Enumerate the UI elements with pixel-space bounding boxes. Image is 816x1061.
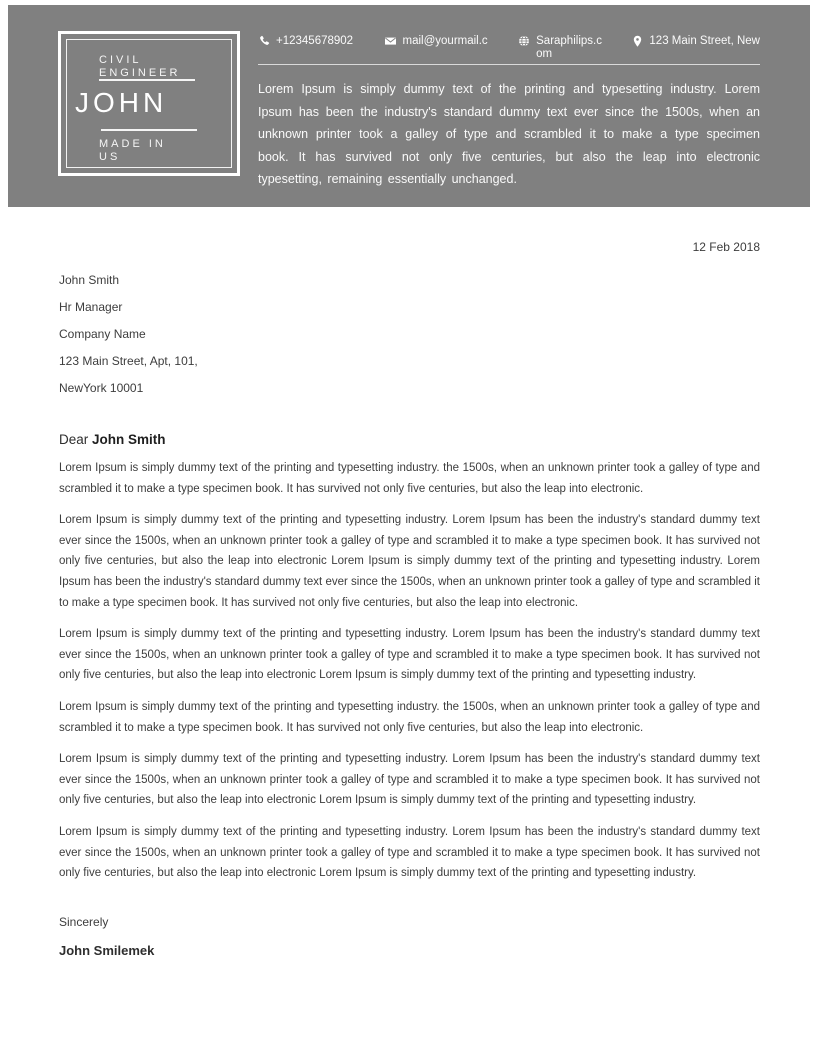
letter-date: 12 Feb 2018: [692, 240, 760, 254]
body-paragraph: Lorem Ipsum is simply dummy text of the printing and typesetting industry. the 1500s, when an unknown printer took a galley of type and scrambled it to make a type specimen book. It has survived not only five centuries, but also the leap into electronic.: [59, 700, 760, 734]
header-intro-paragraph: Lorem Ipsum is simply dummy text of the printing and typesetting industry. Lorem Ipsum has been the industry's standard dummy text ever since the 1500s, when an unknown printer took a galley of type and scrambled it to make a type specimen book. It has survived not only five centuries, but also the leap into electronic typesetting, remaining essentially unchanged.: [258, 82, 760, 187]
phone-icon: [258, 35, 270, 47]
logo-origin-line1: MADE IN: [99, 138, 166, 150]
signature-name: John Smilemek: [59, 942, 155, 958]
logo-badge: [58, 31, 240, 176]
logo-divider-bottom: [101, 129, 197, 131]
contact-phone-text: +12345678902: [276, 35, 354, 47]
salutation-name: John Smith: [92, 432, 166, 447]
contact-row: [258, 34, 760, 60]
contact-phone: [258, 34, 353, 48]
recipient-street: 123 Main Street, Apt, 101,: [59, 354, 198, 368]
location-pin-icon: [632, 35, 643, 48]
logo-profession-label: [99, 54, 231, 79]
salutation-prefix: Dear: [59, 432, 93, 447]
mail-icon: [384, 35, 397, 47]
logo-origin-line2: US: [99, 151, 121, 163]
body-paragraph: Lorem Ipsum is simply dummy text of the printing and typesetting industry. Lorem Ipsum has been the industry's standard dummy text ever since the 1500s, when an unknown printer took a galley of type and scrambled it to make a type specimen book. It has survived not only five centuries, but also the leap into electronic Lorem Ipsum is simply dummy text of the printing and typesetting industry. Lorem Ipsum has been the industry's standard dummy text ever since the 1500s, when an unknown printer took a galley of type and scrambled it to make a type specimen book. It has survived not only five centuries, but also the leap into electronic.: [59, 514, 760, 609]
contact-email: [384, 34, 488, 48]
contact-website: [518, 34, 602, 60]
header-divider: [258, 64, 760, 65]
body-paragraph: Lorem Ipsum is simply dummy text of the printing and typesetting industry. Lorem Ipsum has been the industry's standard dummy text ever since the 1500s, when an unknown printer took a galley of type and scrambled it to make a type specimen book. It has survived not only five centuries, but also the leap into electronic Lorem Ipsum is simply dummy text of the printing and typesetting industry.: [59, 628, 760, 682]
salutation: [59, 431, 760, 449]
recipient-city: NewYork 10001: [59, 381, 144, 395]
contact-address: [632, 34, 760, 48]
recipient-title: Hr Manager: [59, 300, 123, 314]
contact-website-text: [536, 34, 602, 60]
logo-profession-line1: CIVIL: [99, 54, 142, 66]
contact-email-text: mail@yourmail.c: [402, 35, 488, 47]
recipient-name: John Smith: [59, 273, 120, 287]
letter-body: [0, 207, 816, 958]
letter-page: [0, 5, 816, 1061]
contact-website-line1: Saraphilips.c: [536, 35, 602, 47]
recipient-block: [59, 267, 760, 402]
contact-address-text: 123 Main Street, New: [649, 35, 760, 47]
body-paragraph: Lorem Ipsum is simply dummy text of the printing and typesetting industry. Lorem Ipsum has been the industry's standard dummy text ever since the 1500s, when an unknown printer took a galley of type and scrambled it to make a type specimen book. It has survived not only five centuries, but also the leap into electronic Lorem Ipsum is simply dummy text of the printing and typesetting industry.: [59, 825, 760, 880]
globe-icon: [518, 35, 530, 47]
contact-website-line2-clipped: om: [536, 48, 553, 60]
body-paragraph: Lorem Ipsum is simply dummy text of the printing and typesetting industry. the 1500s, when an unknown printer took a galley of type and scrambled it to make a type specimen book. It has survived not only five centuries, but also the leap into electronic.: [59, 462, 760, 495]
body-paragraph: Lorem Ipsum is simply dummy text of the printing and typesetting industry. Lorem Ipsum has been the industry's standard dummy text ever since the 1500s, when an unknown printer took a galley of type and scrambled it to make a type specimen book. It has survived not only five centuries, but also the leap into electronic Lorem Ipsum is simply dummy text of the printing and typesetting industry.: [59, 753, 760, 807]
logo-badge-inner: [66, 39, 232, 168]
closing: Sincerely: [59, 914, 109, 929]
letter-header: [8, 5, 810, 207]
logo-origin-label: [99, 138, 231, 163]
header-right: [258, 34, 760, 207]
recipient-company: Company Name: [59, 327, 146, 341]
logo-name: JOHN: [75, 87, 168, 118]
logo-profession-line2: ENGINEER: [99, 67, 181, 79]
